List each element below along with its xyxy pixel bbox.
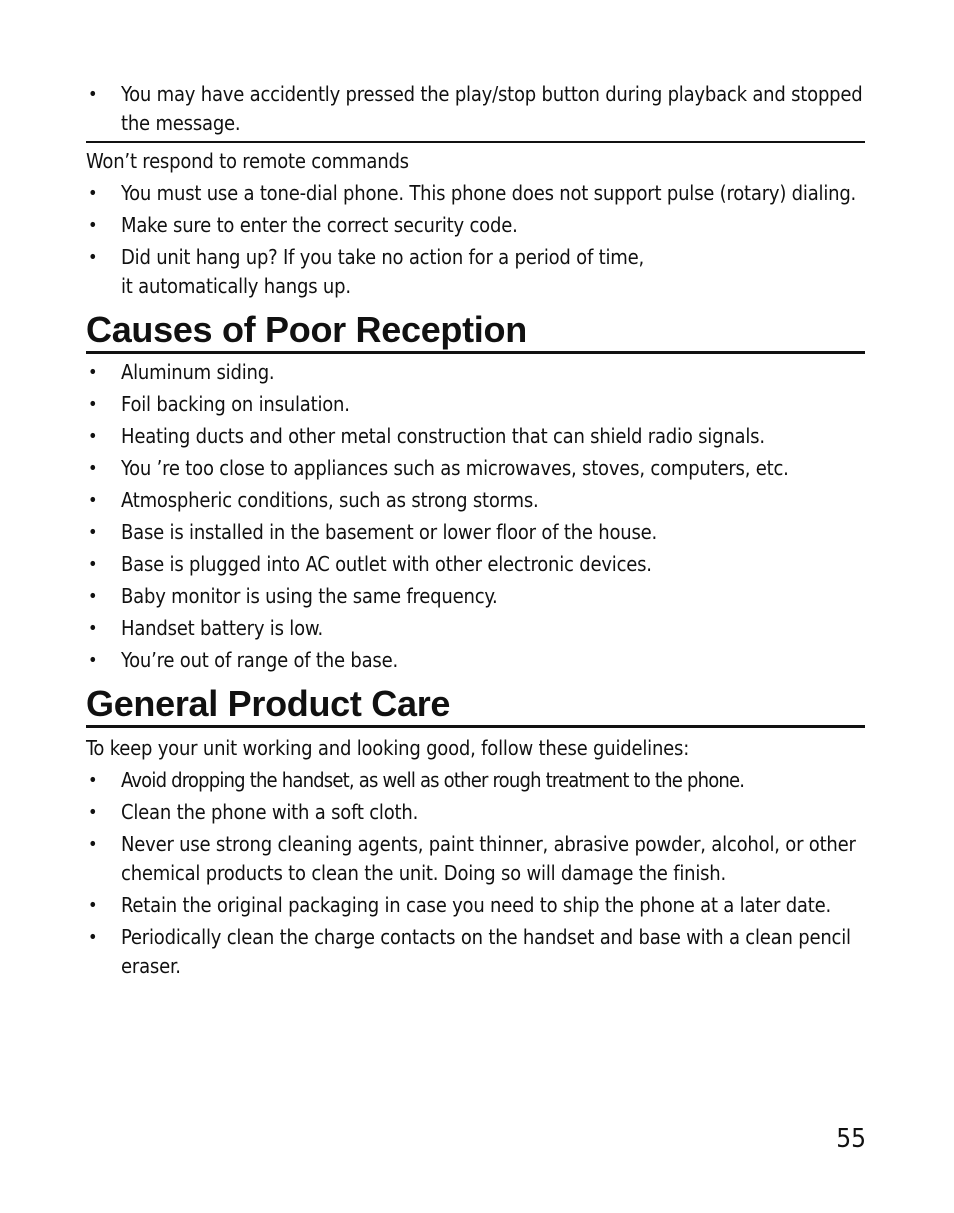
poor-reception-bullet-list (86, 358, 865, 675)
list-item: • Heating ducts and other metal construction that can shield radio signals. (86, 422, 865, 451)
bullet-icon: • (88, 927, 98, 948)
section-divider (86, 141, 865, 143)
product-care-heading: General Product Care (86, 678, 865, 728)
bullet-icon: • (88, 522, 98, 543)
list-item: • Did unit hang up? If you take no action for a period of time, it automatically hangs up. (88, 245, 644, 298)
list-item: • You’re out of range of the base. (86, 646, 865, 675)
list-item: • Never use strong cleaning agents, paint thinner, abrasive powder, alcohol, or other chemical products to clean the unit. Doing so will damage the finish. (88, 832, 856, 885)
bullet-icon: • (88, 770, 98, 791)
product-care-bullet-list (86, 766, 865, 981)
remote-bullet-list (86, 179, 865, 301)
list-item: • You must use a tone-dial phone. This phone does not support pulse (rotary) dialing. (86, 179, 865, 208)
list-item: • Periodically clean the charge contacts on the handset and base with a clean pencil eraser. (88, 925, 851, 978)
bullet-icon: • (88, 458, 98, 479)
bullet-icon: • (88, 183, 98, 204)
list-item: • Clean the phone with a soft cloth. (86, 798, 865, 827)
list-item: • Retain the original packaging in case you need to ship the phone at a later date. (86, 891, 865, 920)
bullet-icon: • (88, 618, 98, 639)
list-item: • Atmospheric conditions, such as strong storms. (86, 486, 865, 515)
remote-section-label: Won’t respond to remote commands (86, 149, 409, 173)
list-item: • Baby monitor is using the same frequency. (86, 582, 865, 611)
list-item: • Make sure to enter the correct security code. (86, 211, 865, 240)
bullet-icon: • (88, 586, 98, 607)
bullet-icon: • (88, 802, 98, 823)
page-number: 55 (836, 1124, 866, 1154)
bullet-icon: • (88, 895, 98, 916)
list-item: • You may have accidently pressed the play/stop button during playback and stopped the message. (88, 82, 863, 135)
bullet-icon: • (88, 394, 98, 415)
bullet-icon: • (88, 426, 98, 447)
manual-page (86, 80, 865, 984)
bullet-icon: • (88, 247, 98, 268)
bullet-icon: • (88, 84, 98, 105)
list-item: • Base is plugged into AC outlet with other electronic devices. (86, 550, 865, 579)
list-item: • Avoid dropping the handset, as well as other rough treatment to the phone. (86, 766, 865, 795)
product-care-intro: To keep your unit working and looking good, follow these guidelines: (86, 736, 690, 760)
bullet-icon: • (88, 834, 98, 855)
list-item: • You ’re too close to appliances such as microwaves, stoves, computers, etc. (86, 454, 865, 483)
intro-bullet-list (86, 80, 865, 138)
bullet-icon: • (88, 490, 98, 511)
bullet-icon: • (88, 554, 98, 575)
list-item: • Base is installed in the basement or lower floor of the house. (86, 518, 865, 547)
list-item: • Foil backing on insulation. (86, 390, 865, 419)
bullet-icon: • (88, 362, 98, 383)
list-item: • Handset battery is low. (86, 614, 865, 643)
bullet-icon: • (88, 215, 98, 236)
poor-reception-heading: Causes of Poor Reception (86, 304, 865, 354)
bullet-icon: • (88, 650, 98, 671)
list-item: • Aluminum siding. (86, 358, 865, 387)
